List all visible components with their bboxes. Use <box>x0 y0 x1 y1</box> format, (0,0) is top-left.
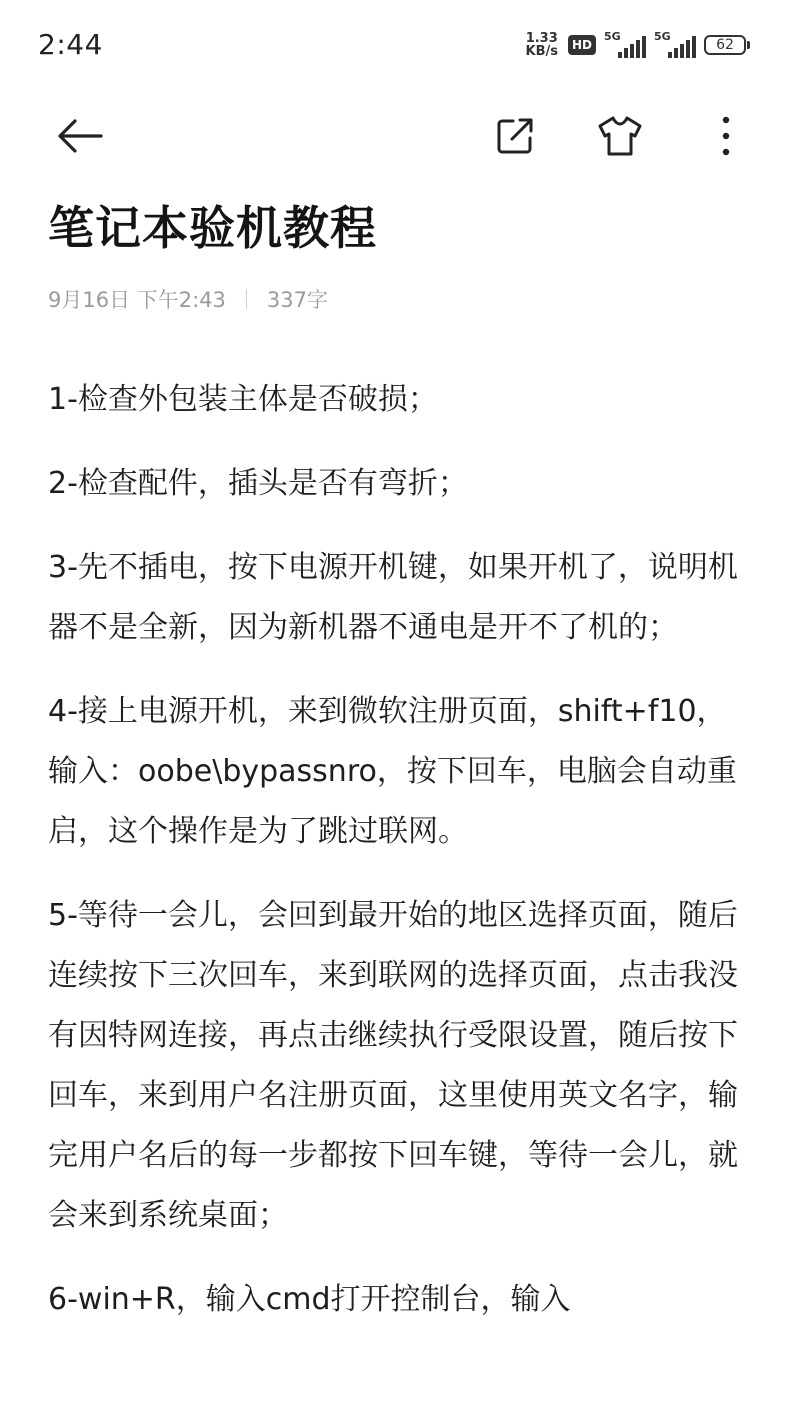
status-bar <box>0 0 800 90</box>
theme-button[interactable] <box>592 108 648 164</box>
network-speed <box>526 32 558 58</box>
network-speed-unit: KB/s <box>525 44 558 59</box>
note-meta <box>48 284 328 314</box>
note-paragraph[interactable]: 1-检查外包装主体是否破损； <box>48 382 438 417</box>
note-paragraph[interactable]: 6-win+R，输入cmd打开控制台，输入 <box>48 1282 571 1317</box>
signal-icon-sim2 <box>654 32 696 58</box>
note-paragraph[interactable]: 2-检查配件，插头是否有弯折； <box>48 466 468 501</box>
note-paragraph[interactable]: 4-接上电源开机，来到微软注册页面，shift+f10，输入：oobe\bypassnro，按下回车，电脑会自动重启，这个操作是为了跳过联网。 <box>48 694 737 849</box>
network-type-label: 5G <box>654 30 671 43</box>
note-paragraph[interactable]: 5-等待一会儿，会回到最开始的地区选择页面，随后连续按下三次回车，来到联网的选择页面，点击我没有因特网连接，再点击继续执行受限设置，随后按下回车，来到用户名注册页面，这里使用英文名字，输完用户名后的每一步都按下回车键，等待一会儿，就会来到系统桌面； <box>48 898 738 1233</box>
more-button[interactable] <box>698 108 754 164</box>
status-time: 2:44 <box>38 28 103 61</box>
share-external-icon <box>494 115 536 157</box>
note-toolbar <box>0 100 800 168</box>
status-icons <box>526 30 750 60</box>
back-button[interactable] <box>52 108 108 164</box>
signal-icon-sim1 <box>604 32 646 58</box>
word-count: 337字 <box>266 288 329 312</box>
network-type-label: 5G <box>604 30 621 43</box>
note-title[interactable]: 笔记本验机教程 <box>48 201 377 255</box>
hd-voice-icon: HD <box>568 35 596 55</box>
tshirt-icon <box>596 114 644 158</box>
battery-icon <box>704 35 750 55</box>
arrow-left-icon <box>55 116 105 156</box>
share-button[interactable] <box>487 108 543 164</box>
note-paragraph[interactable]: 3-先不插电，按下电源开机键，如果开机了，说明机器不是全新，因为新机器不通电是开不了机的； <box>48 550 738 645</box>
vertical-ellipsis-icon <box>720 115 732 157</box>
note-body[interactable] <box>48 370 748 1354</box>
network-speed-value: 1.33 <box>525 31 558 46</box>
meta-divider <box>246 289 247 309</box>
note-date: 9月16日 下午2:43 <box>48 288 226 312</box>
battery-level: 62 <box>704 35 746 55</box>
